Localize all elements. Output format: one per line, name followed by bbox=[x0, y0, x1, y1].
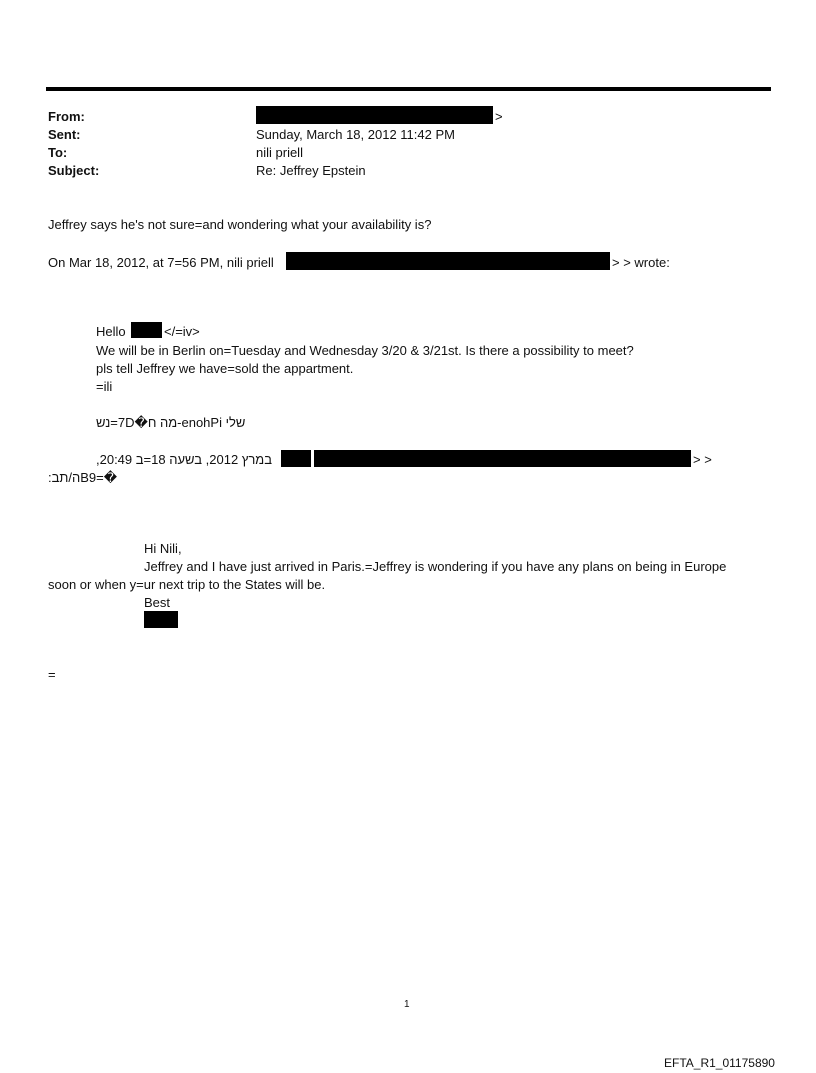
pls-line: pls tell Jeffrey we have=sold the appartment. bbox=[96, 361, 354, 376]
paris-line: Jeffrey and I have just arrived in Paris.=Jeffrey is wondering if you have any plans on being in Europe bbox=[144, 559, 727, 574]
iphone-signature: שלי iPhone-מה ח�D7=נש bbox=[96, 415, 246, 430]
hebrew-date-end: > > bbox=[693, 452, 712, 467]
sent-label: Sent: bbox=[48, 127, 81, 142]
signature-line: =ili bbox=[96, 379, 113, 394]
from-label: From: bbox=[48, 109, 85, 124]
sent-value: Sunday, March 18, 2012 11:42 PM bbox=[256, 127, 455, 142]
to-label: To: bbox=[48, 145, 68, 160]
hebrew-wrote: �=9Bה/תב: bbox=[48, 470, 118, 485]
quote-intro: On Mar 18, 2012, at 7=56 PM, nili priell bbox=[48, 255, 274, 270]
redacted-hebrew-address bbox=[314, 450, 691, 467]
hebrew-date-line: ,20:49 במרץ 2012, בשעה 18=ב bbox=[96, 452, 273, 467]
redacted-name bbox=[131, 322, 162, 338]
to-value: nili priell bbox=[256, 145, 303, 160]
redacted-signature bbox=[144, 611, 178, 628]
reply-line: Jeffrey says he's not sure=and wondering what your availability is? bbox=[48, 217, 432, 232]
subject-label: Subject: bbox=[48, 163, 100, 178]
berlin-line: We will be in Berlin on=Tuesday and Wednesday 3/20 & 3/21st. Is there a possibility to meet? bbox=[96, 343, 634, 358]
quote-intro-end: > > wrote: bbox=[612, 255, 670, 270]
subject-value: Re: Jeffrey Epstein bbox=[256, 163, 366, 178]
paris-line-continued: soon or when y=ur next trip to the States will be. bbox=[48, 577, 326, 592]
hello-text: Hello bbox=[96, 324, 126, 339]
from-suffix: > bbox=[495, 109, 503, 124]
hi-line: Hi Nili, bbox=[144, 541, 182, 556]
hello-suffix: </=iv> bbox=[164, 324, 200, 339]
trailing-equals: = bbox=[48, 667, 56, 682]
redacted-email-address bbox=[286, 252, 610, 270]
redacted-hebrew-name bbox=[281, 450, 311, 467]
page-number: 1 bbox=[404, 999, 410, 1010]
document-id: EFTA_R1_01175890 bbox=[664, 1056, 775, 1070]
best-line: Best bbox=[144, 595, 171, 610]
redacted-from-address bbox=[256, 106, 493, 124]
header-rule bbox=[46, 87, 771, 91]
